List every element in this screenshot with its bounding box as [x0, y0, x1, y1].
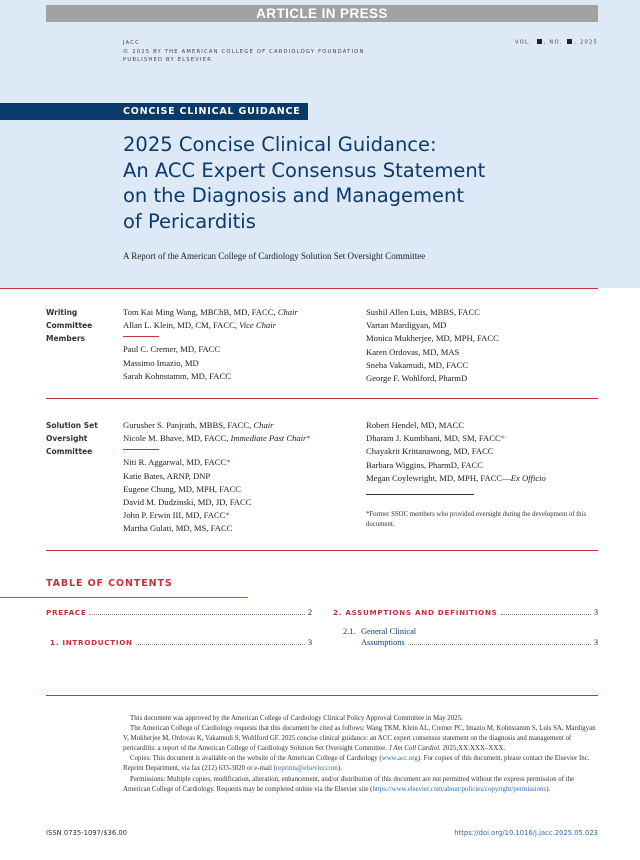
member-name: John P. Erwin III, MD, FACC [123, 510, 226, 521]
section-divider [46, 695, 598, 696]
article-subtitle: A Report of the American College of Cardiology Solution Set Oversight Committee [123, 251, 426, 261]
toc-leader-dots [136, 644, 305, 645]
section-divider [0, 288, 598, 289]
toc-entry-assumptions[interactable] [333, 608, 598, 617]
volume-placeholder-square [537, 39, 542, 44]
volume-info [515, 39, 598, 46]
toc-leader-dots [501, 614, 591, 615]
member-name: Dharam J. Kumbhani, MD, SM, FACC [366, 433, 501, 444]
member-role: Chair [253, 420, 274, 430]
chair-divider [123, 336, 159, 337]
toc-page-number: 2 [307, 608, 312, 617]
member [123, 470, 311, 483]
toc-entry-label[interactable]: 2. ASSUMPTIONS AND DEFINITIONS [333, 608, 498, 617]
footnote-asterisk: * [226, 457, 231, 468]
member-name: George F. Wohlford, PharmD [366, 373, 468, 384]
article-title [123, 132, 593, 234]
member-name: Sushil Allen Luis, MBBS, FACC [366, 307, 480, 317]
member-name: Monica Mukherjee, MD, MPH, FACC [366, 333, 499, 344]
member-name: Katie Bates, ARNP, DNP [123, 470, 211, 481]
toc-page-number: 3 [593, 608, 598, 617]
number-label: , NO. [543, 39, 563, 46]
member-role: Chair [277, 307, 298, 317]
member [123, 456, 311, 469]
toc-entry-label[interactable]: 1. INTRODUCTION [50, 638, 133, 647]
member-name: Sneha Vakamudi, MD, FACC [366, 359, 469, 370]
solution-set-chair [123, 419, 311, 432]
title-line: on the Diagnosis and Management [123, 184, 465, 207]
citation-text: The American College of Cardiology requests that this document be cited as follows: Wang TKM, Klein AL, Cremer PC, Imazio M, Kohnstamm S, Luis SA, Mardigyan V, Mukherjee M, Ordovas K, Vakamudi S, Wohlford GF. 2025 concise clinical guidance: an ACC expert consensus statement on the diagnosis and management of pericarditis: a report of the American College of Cardiology Solution Set Oversight Committee. [123, 725, 596, 753]
solution-set-past-chair [123, 432, 311, 445]
member-name: Allan L. Klein, MD, CM, FACC, [123, 320, 240, 331]
toc-entry-label[interactable]: Assumptions [361, 638, 405, 647]
footnote-divider [366, 494, 474, 495]
member-name: Tom Kai Ming Wang, MBChB, MD, FACC, [123, 307, 278, 317]
member [366, 419, 546, 432]
title-line: 2025 Concise Clinical Guidance: [123, 133, 437, 156]
toc-leader-dots [89, 614, 304, 615]
toc-page-number: 3 [593, 638, 598, 647]
note-text: Permissions: Multiple copies, modification, alteration, enhancement, and/or distribution of this document are not permitted without the express permission of the American College of Cardiology. Requests may be completed online via the Elsevier site ( [123, 775, 575, 793]
label-line: Committee [46, 447, 93, 456]
toc-entry-general-assumptions[interactable] [361, 638, 598, 647]
footnote-asterisk: * [306, 433, 311, 444]
note-text: ). [546, 785, 551, 793]
volume-year: , 2025 [574, 39, 598, 46]
note-text: ). For copies of this document, please contact the Elsevier Inc. Reprint Department, via fax (212) 633-3820 or e-mail ( [123, 755, 590, 773]
writing-committee-right-column [366, 306, 499, 385]
member [366, 472, 546, 485]
member-role: Immediate Past Chair [230, 433, 307, 444]
member-name: Nicole M. Bhave, MD, FACC, [123, 433, 231, 444]
member-name: Megan Coylewright, MD, MPH, FACC— [366, 472, 511, 483]
journal-name: JACC [123, 40, 140, 46]
label-line: Members [46, 334, 85, 343]
toc-heading: TABLE OF CONTENTS [46, 578, 173, 589]
journal-publisher: PUBLISHED BY ELSEVIER [123, 57, 213, 63]
number-placeholder-square [567, 39, 572, 44]
writing-committee-left-column [123, 306, 298, 383]
permissions-link[interactable]: https://www.elsevier.com/about/policies/copyright/permissions [372, 785, 547, 793]
member-role: Ex Officio [510, 472, 546, 483]
member [123, 509, 311, 522]
approval-note: This document was approved by the American College of Cardiology Clinical Policy Approval Committee in May 2025. [130, 715, 463, 722]
toc-page-number: 3 [307, 638, 312, 647]
member-name: Massimo Imazio, MD [123, 357, 199, 368]
section-divider [46, 550, 598, 551]
member [366, 445, 546, 458]
section-divider [46, 398, 598, 399]
note-text: Copies: This document is available on the website of the American College of Cardiology ( [130, 755, 382, 763]
member [123, 496, 311, 509]
writing-committee-label [46, 306, 92, 345]
label-line: Oversight [46, 434, 88, 443]
permissions-note [123, 775, 598, 795]
footnote-asterisk: * [500, 433, 506, 444]
former-members-footnote: *Former SSOC members who provided oversight during the development of this document. [366, 511, 587, 528]
reprints-email-link[interactable]: reprints@elsevier.com [275, 765, 338, 773]
toc-entry-introduction[interactable] [50, 638, 312, 647]
toc-divider [0, 597, 248, 598]
member [366, 432, 546, 445]
footnote-asterisk: * [225, 510, 230, 521]
member-name: Sarah Kohnstamm, MD, FACC [123, 370, 231, 381]
member-name: Paul C. Cremer, MD, FACC [123, 344, 221, 355]
journal-copyright: © 2025 BY THE AMERICAN COLLEGE OF CARDIOLOGY FOUNDATION [123, 48, 365, 55]
member-name: David M. Dudzinski, MD, JD, FACC [123, 497, 252, 508]
title-line: of Pericarditis [123, 209, 256, 233]
doi-link[interactable]: https://doi.org/10.1016/j.jacc.2025.05.023 [454, 829, 598, 837]
title-line: An ACC Expert Consensus Statement [123, 158, 486, 182]
category-label: CONCISE CLINICAL GUIDANCE [123, 106, 301, 117]
chair-divider [123, 449, 159, 450]
label-line: Committee [46, 321, 93, 330]
member-name: Martha Gulati, MD, MS, FACC [123, 523, 233, 534]
member-name: Barbara Wiggins, PharmD, FACC [366, 459, 484, 470]
acc-website-link[interactable]: www.acc.org [381, 755, 418, 763]
member-name: Vartan Mardigyan, MD [366, 320, 447, 331]
journal-meta [123, 39, 365, 65]
citation-tail: 2025;XX:XXX–XXX. [442, 745, 506, 753]
volume-label: VOL. [514, 39, 532, 46]
toc-entry-preface[interactable] [46, 608, 312, 617]
note-text: ). [337, 765, 342, 773]
member-name: Karen Ordovas, MD, MAS [366, 346, 460, 357]
member-name: Eugene Chung, MD, MPH, FACC [123, 483, 242, 494]
member-name: Robert Hendel, MD, MACC [366, 420, 465, 430]
document-notes [123, 714, 598, 795]
toc-entry-label[interactable]: PREFACE [46, 608, 87, 617]
solution-set-right-column [366, 419, 546, 485]
member-name: Niti R. Aggarwal, MD, FACC [123, 457, 227, 468]
writing-vice-chair [123, 319, 298, 332]
member [366, 459, 546, 472]
member-role: Vice Chair [239, 320, 276, 331]
solution-set-label [46, 419, 98, 458]
label-line: Solution Set [46, 421, 98, 430]
solution-set-left-column [123, 419, 311, 536]
issn: ISSN 0735-1097/$36.00 [46, 829, 127, 837]
writing-chair [123, 306, 298, 319]
label-line: Writing [46, 308, 78, 317]
toc-subentry-line[interactable]: General Clinical [361, 627, 417, 636]
member-name: Chayakrit Krittanawong, MD, FACC [366, 446, 494, 457]
member [123, 522, 311, 535]
toc-leader-dots [408, 644, 591, 645]
toc-subentry-number: 2.1. [343, 627, 356, 636]
article-in-press-banner: ARTICLE IN PRESS [46, 5, 598, 22]
copies-note [123, 754, 598, 774]
citation-note [123, 724, 598, 754]
member-name: Gurusher S. Panjrath, MBBS, FACC, [123, 420, 254, 430]
member [123, 483, 311, 496]
citation-journal: J Am Coll Cardiol. [388, 745, 441, 753]
